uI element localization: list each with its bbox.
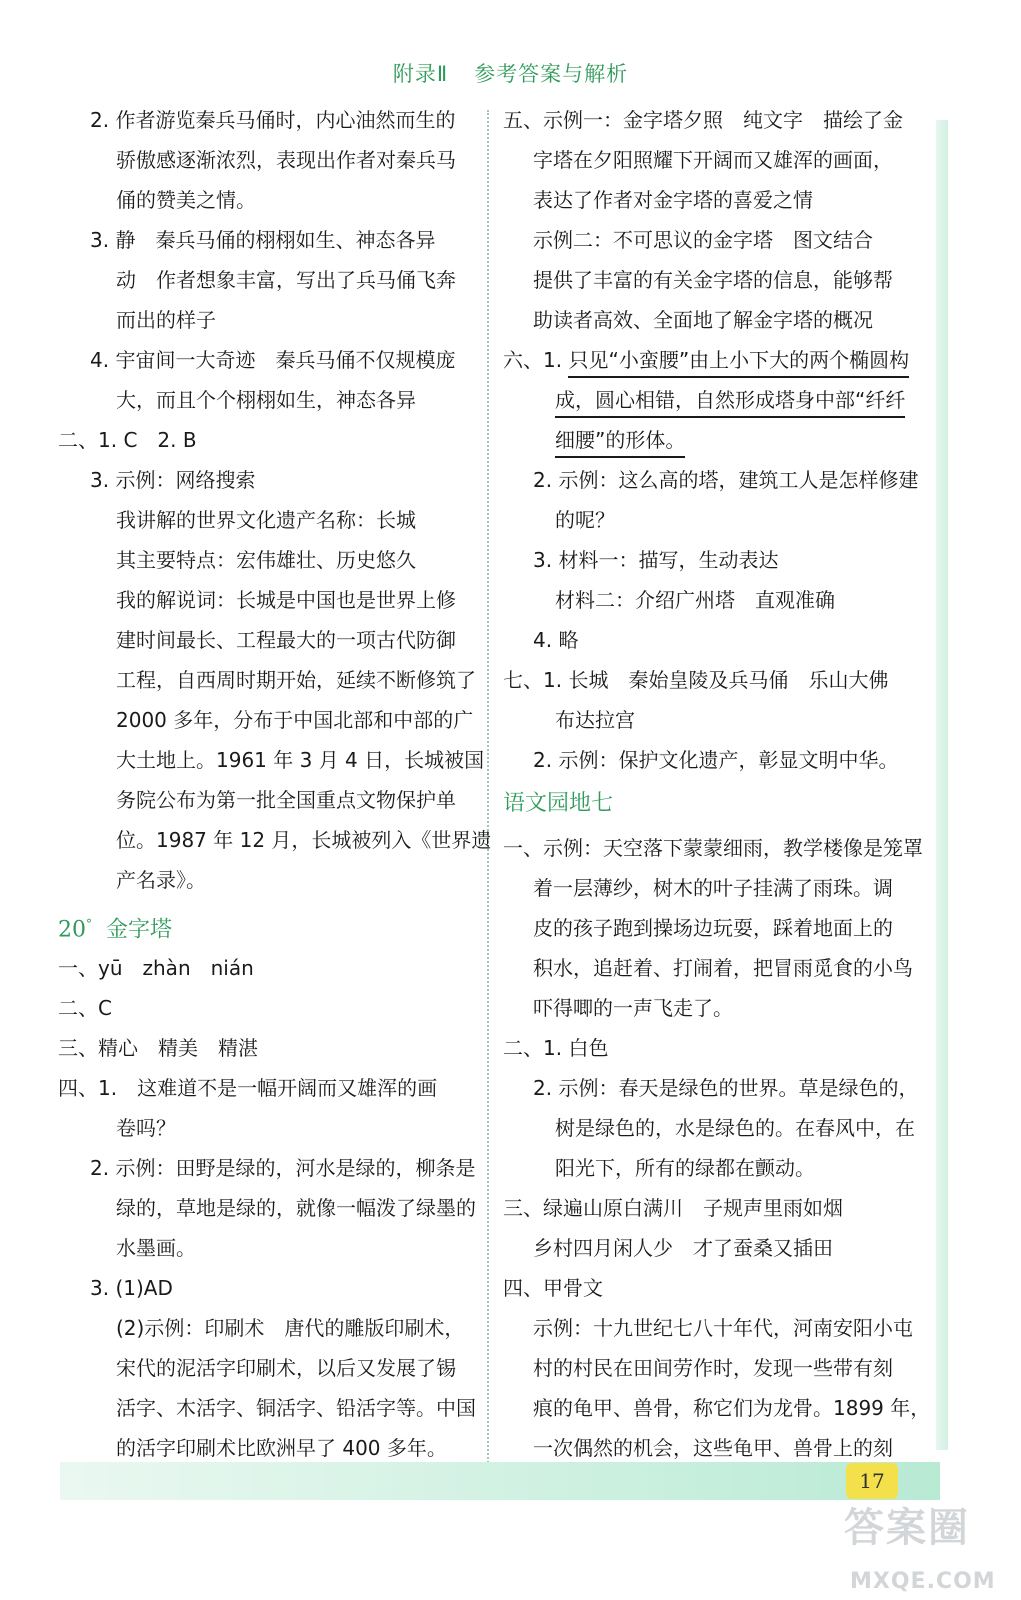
watermark-url: MXQE.COM	[850, 1569, 996, 1594]
text-line: 一、示例：天空落下蒙蒙细雨，教学楼像是笼罩	[503, 836, 923, 860]
text-line: 吓得唧的一声飞走了。	[533, 996, 733, 1020]
text-line: 七、1. 长城 秦始皇陵及兵马俑 乐山大佛	[503, 668, 889, 692]
text-line: 3. (1)AD	[90, 1276, 173, 1300]
section-title: 语文园地七	[503, 791, 614, 816]
text-line: 提供了丰富的有关金字塔的信息，能够帮	[533, 268, 893, 292]
text-line: 我的解说词：长城是中国也是世界上修	[116, 588, 456, 612]
footer-band	[60, 1462, 940, 1500]
lesson-heading	[58, 900, 468, 948]
text-line: 3. 静 秦兵马俑的栩栩如生、神态各异	[90, 228, 436, 252]
text-line: 三、精心 精美 精湛	[58, 1036, 258, 1060]
text-line: 的呢？	[555, 508, 615, 532]
underlined-answer: 成，圆心相错，自然形成塔身中部“纤纤	[555, 384, 905, 418]
text-line: 四、甲骨文	[503, 1276, 603, 1300]
text-line: 3. 材料一：描写，生动表达	[533, 548, 779, 572]
text-line: 乡村四月闲人少 才了蚕桑又插田	[533, 1236, 833, 1260]
text-line: 活字、木活字、铜活字、铅活字等。中国	[116, 1396, 476, 1420]
text-line: 绿的，草地是绿的，就像一幅泼了绿墨的	[116, 1196, 476, 1220]
text-line: (2)示例：印刷术 唐代的雕版印刷术，	[116, 1316, 465, 1340]
text-line: 2. 作者游览秦兵马俑时，内心油然而生的	[90, 108, 456, 132]
text-line: 一、yū zhàn nián	[58, 956, 254, 980]
text-line: 示例：十九世纪七八十年代，河南安阳小屯	[533, 1316, 913, 1340]
text-line: 位。1987 年 12 月，长城被列入《世界遗	[116, 828, 492, 852]
right-column	[503, 100, 931, 1468]
text-line: 六、1. 只见“小蛮腰”由上小下大的两个椭圆构	[503, 340, 921, 380]
text-line: 俑的赞美之情。	[116, 188, 256, 212]
text-line	[503, 380, 921, 420]
text-line: 阳光下，所有的绿都在颤动。	[555, 1156, 815, 1180]
appendix-label: 附录Ⅱ	[392, 62, 449, 86]
degree-mark-icon: °	[86, 917, 92, 931]
text-line: 2. 示例：这么高的塔，建筑工人是怎样修建	[533, 468, 919, 492]
text-line: 材料二：介绍广州塔 直观准确	[555, 588, 835, 612]
text-line: 皮的孩子跑到操场边玩耍，踩着地面上的	[533, 916, 893, 940]
text-line: 示例二：不可思议的金字塔 图文结合	[533, 228, 873, 252]
text-line: 村的村民在田间劳作时，发现一些带有刻	[533, 1356, 893, 1380]
text-line: 3. 示例：网络搜索	[90, 468, 256, 492]
page-header	[0, 58, 1021, 88]
text-line: 水墨画。	[116, 1236, 196, 1260]
underlined-answer: 只见“小蛮腰”由上小下大的两个椭圆构	[568, 344, 909, 378]
text-line: 四、1. 这难道不是一幅开阔而又雄浑的画	[58, 1076, 438, 1100]
text-line: 务院公布为第一批全国重点文物保护单	[116, 788, 456, 812]
text-line: 2000 多年，分布于中国北部和中部的广	[116, 708, 474, 732]
text-line: 助读者高效、全面地了解金字塔的概况	[533, 308, 873, 332]
text-line: 二、1. 白色	[503, 1036, 609, 1060]
header-title: 参考答案与解析	[474, 62, 629, 86]
text-line: 积水，追赶着、打闹着，把冒雨觅食的小鸟	[533, 956, 913, 980]
text-line: 五、示例一：金字塔夕照 纯文字 描绘了金	[503, 108, 903, 132]
underlined-answer: 细腰”的形体。	[555, 424, 685, 458]
text-line: 4. 宇宙间一大奇迹 秦兵马俑不仅规模庞	[90, 348, 456, 372]
text-line: 2. 示例：保护文化遗产，彰显文明中华。	[533, 748, 899, 772]
section-heading	[503, 780, 921, 828]
text-line: 产名录》。	[116, 868, 206, 892]
text-line: 布达拉宫	[555, 708, 635, 732]
text-line: 一次偶然的机会，这些龟甲、兽骨上的刻	[533, 1436, 893, 1460]
text-line: 的活字印刷术比欧洲早了 400 多年。	[116, 1436, 447, 1460]
text-line: 2. 示例：春天是绿色的世界。草是绿色的，	[533, 1076, 919, 1100]
text-line: 建时间最长、工程最大的一项古代防御	[116, 628, 456, 652]
text-line: 骄傲感逐渐浓烈，表现出作者对秦兵马	[116, 148, 456, 172]
text-line: 表达了作者对金字塔的喜爱之情	[533, 188, 813, 212]
text-line: 其主要特点：宏伟雄壮、历史悠久	[116, 548, 416, 572]
text-line: 2. 示例：田野是绿的，河水是绿的，柳条是	[90, 1156, 476, 1180]
page-number: 17	[846, 1463, 898, 1499]
watermark-text: 答案圈	[844, 1505, 970, 1551]
text-line: 树是绿色的，水是绿色的。在春风中，在	[555, 1116, 915, 1140]
text-line: 我讲解的世界文化遗产名称：长城	[116, 508, 416, 532]
text-line: 三、绿遍山原白满川 子规声里雨如烟	[503, 1196, 843, 1220]
text-line: 二、1. C 2. B	[58, 428, 197, 452]
text-line: 大，而且个个栩栩如生，神态各异	[116, 388, 416, 412]
text-line: 着一层薄纱，树木的叶子挂满了雨珠。调	[533, 876, 893, 900]
text-line: 4. 略	[533, 628, 579, 652]
text-line: 卷吗？	[116, 1116, 176, 1140]
text-line: 动 作者想象丰富，写出了兵马俑飞奔	[116, 268, 456, 292]
text-line: 工程，自西周时期开始，延续不断修筑了	[116, 668, 476, 692]
text-line: 大土地上。1961 年 3 月 4 日，长城被国	[116, 748, 485, 772]
text-line: 二、C	[58, 996, 112, 1020]
column-divider	[487, 110, 489, 1470]
lesson-title: 金字塔	[106, 917, 173, 943]
text-line: 而出的样子	[116, 308, 216, 332]
page-edge-decoration	[936, 120, 948, 1450]
left-column	[58, 100, 492, 1468]
lesson-number: 20	[58, 917, 86, 943]
watermark-logo	[830, 1490, 1010, 1600]
text-line	[503, 420, 921, 460]
text-line: 宋代的泥活字印刷术，以后又发展了锡	[116, 1356, 456, 1380]
text-line: 字塔在夕阳照耀下开阔而又雄浑的画面，	[533, 148, 893, 172]
text-line: 痕的龟甲、兽骨，称它们为龙骨。1899 年，	[533, 1396, 931, 1420]
